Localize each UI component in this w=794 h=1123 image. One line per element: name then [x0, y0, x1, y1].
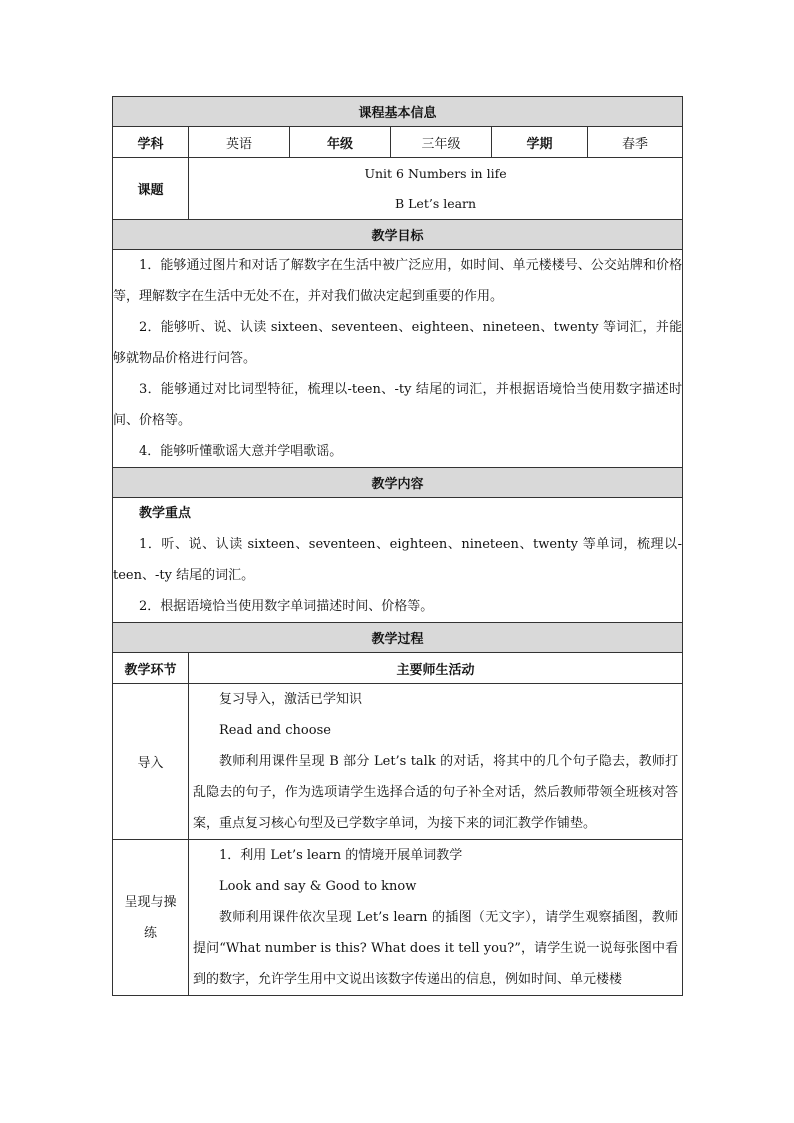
- activity-line: 教师利用课件呈现 B 部分 Let’s talk 的对话，将其中的几个句子隐去，教师打乱隐去的句子，作为选项请学生选择合适的句子补全对话，然后教师带领全班核对答案，重点复习核心句型及已学数字单词，为接下来的词汇教学作铺垫。: [193, 754, 679, 831]
- activity-column-header: 主要师生活动: [189, 653, 683, 684]
- key-points-label: 教学重点: [139, 506, 192, 521]
- activity-line: 教师利用课件依次呈现 Let’s learn 的插图（无文字），请学生观察插图，教师提问“What number is this? What does it tell you?”，请学生说一说每张图中看到的数字，允许学生用中文说出该数字传递出的信息，例如时间、单元楼楼: [193, 910, 679, 987]
- term-label: 学期: [492, 127, 588, 158]
- objective-item: 4．能够听懂歌谣大意并学唱歌谣。: [139, 444, 343, 459]
- subject-value: 英语: [189, 127, 290, 158]
- topic-label: 课题: [113, 158, 189, 220]
- activity-line: 1．利用 Let’s learn 的情境开展单词教学: [219, 848, 463, 863]
- activity-line: 复习导入，激活已学知识: [219, 692, 363, 707]
- lesson-plan-table: [112, 96, 683, 996]
- grade-value: 三年级: [391, 127, 492, 158]
- content-item: 1．听、说、认读 sixteen、seventeen、eighteen、nineteen、twenty 等单词，梳理以-teen、-ty 结尾的词汇。: [113, 537, 683, 583]
- topic-unit: Unit 6 Numbers in life: [364, 165, 507, 181]
- content-item: 2．根据语境恰当使用数字单词描述时间、价格等。: [139, 599, 434, 614]
- content-header: 教学内容: [113, 468, 683, 498]
- process-header: 教学过程: [113, 623, 683, 653]
- stage-column-header: 教学环节: [113, 653, 189, 684]
- stage-activities: [189, 840, 683, 996]
- objective-item: 3．能够通过对比词型特征，梳理以-teen、-ty 结尾的词汇，并根据语境恰当使用数字描述时间、价格等。: [113, 382, 683, 428]
- objective-item: 1．能够通过图片和对话了解数字在生活中被广泛应用，如时间、单元楼楼号、公交站牌和价格等，理解数字在生活中无处不在，并对我们做决定起到重要的作用。: [113, 258, 683, 304]
- topic-section: B Let’s learn: [394, 195, 477, 211]
- objectives-body: [113, 250, 683, 468]
- objectives-header: 教学目标: [113, 220, 683, 250]
- stage-name: 导入: [113, 684, 189, 840]
- stage-activities: [189, 684, 683, 840]
- topic-value: [189, 158, 683, 220]
- objective-item: 2．能够听、说、认读 sixteen、seventeen、eighteen、nineteen、twenty 等词汇，并能够就物品价格进行问答。: [113, 320, 683, 366]
- activity-line: Read and choose: [219, 723, 331, 738]
- activity-line: Look and say & Good to know: [219, 879, 417, 894]
- content-body: [113, 498, 683, 623]
- stage-name: 呈现与操练: [113, 840, 189, 996]
- term-value: 春季: [588, 127, 683, 158]
- course-info-header: 课程基本信息: [113, 97, 683, 127]
- grade-label: 年级: [290, 127, 391, 158]
- subject-label: 学科: [113, 127, 189, 158]
